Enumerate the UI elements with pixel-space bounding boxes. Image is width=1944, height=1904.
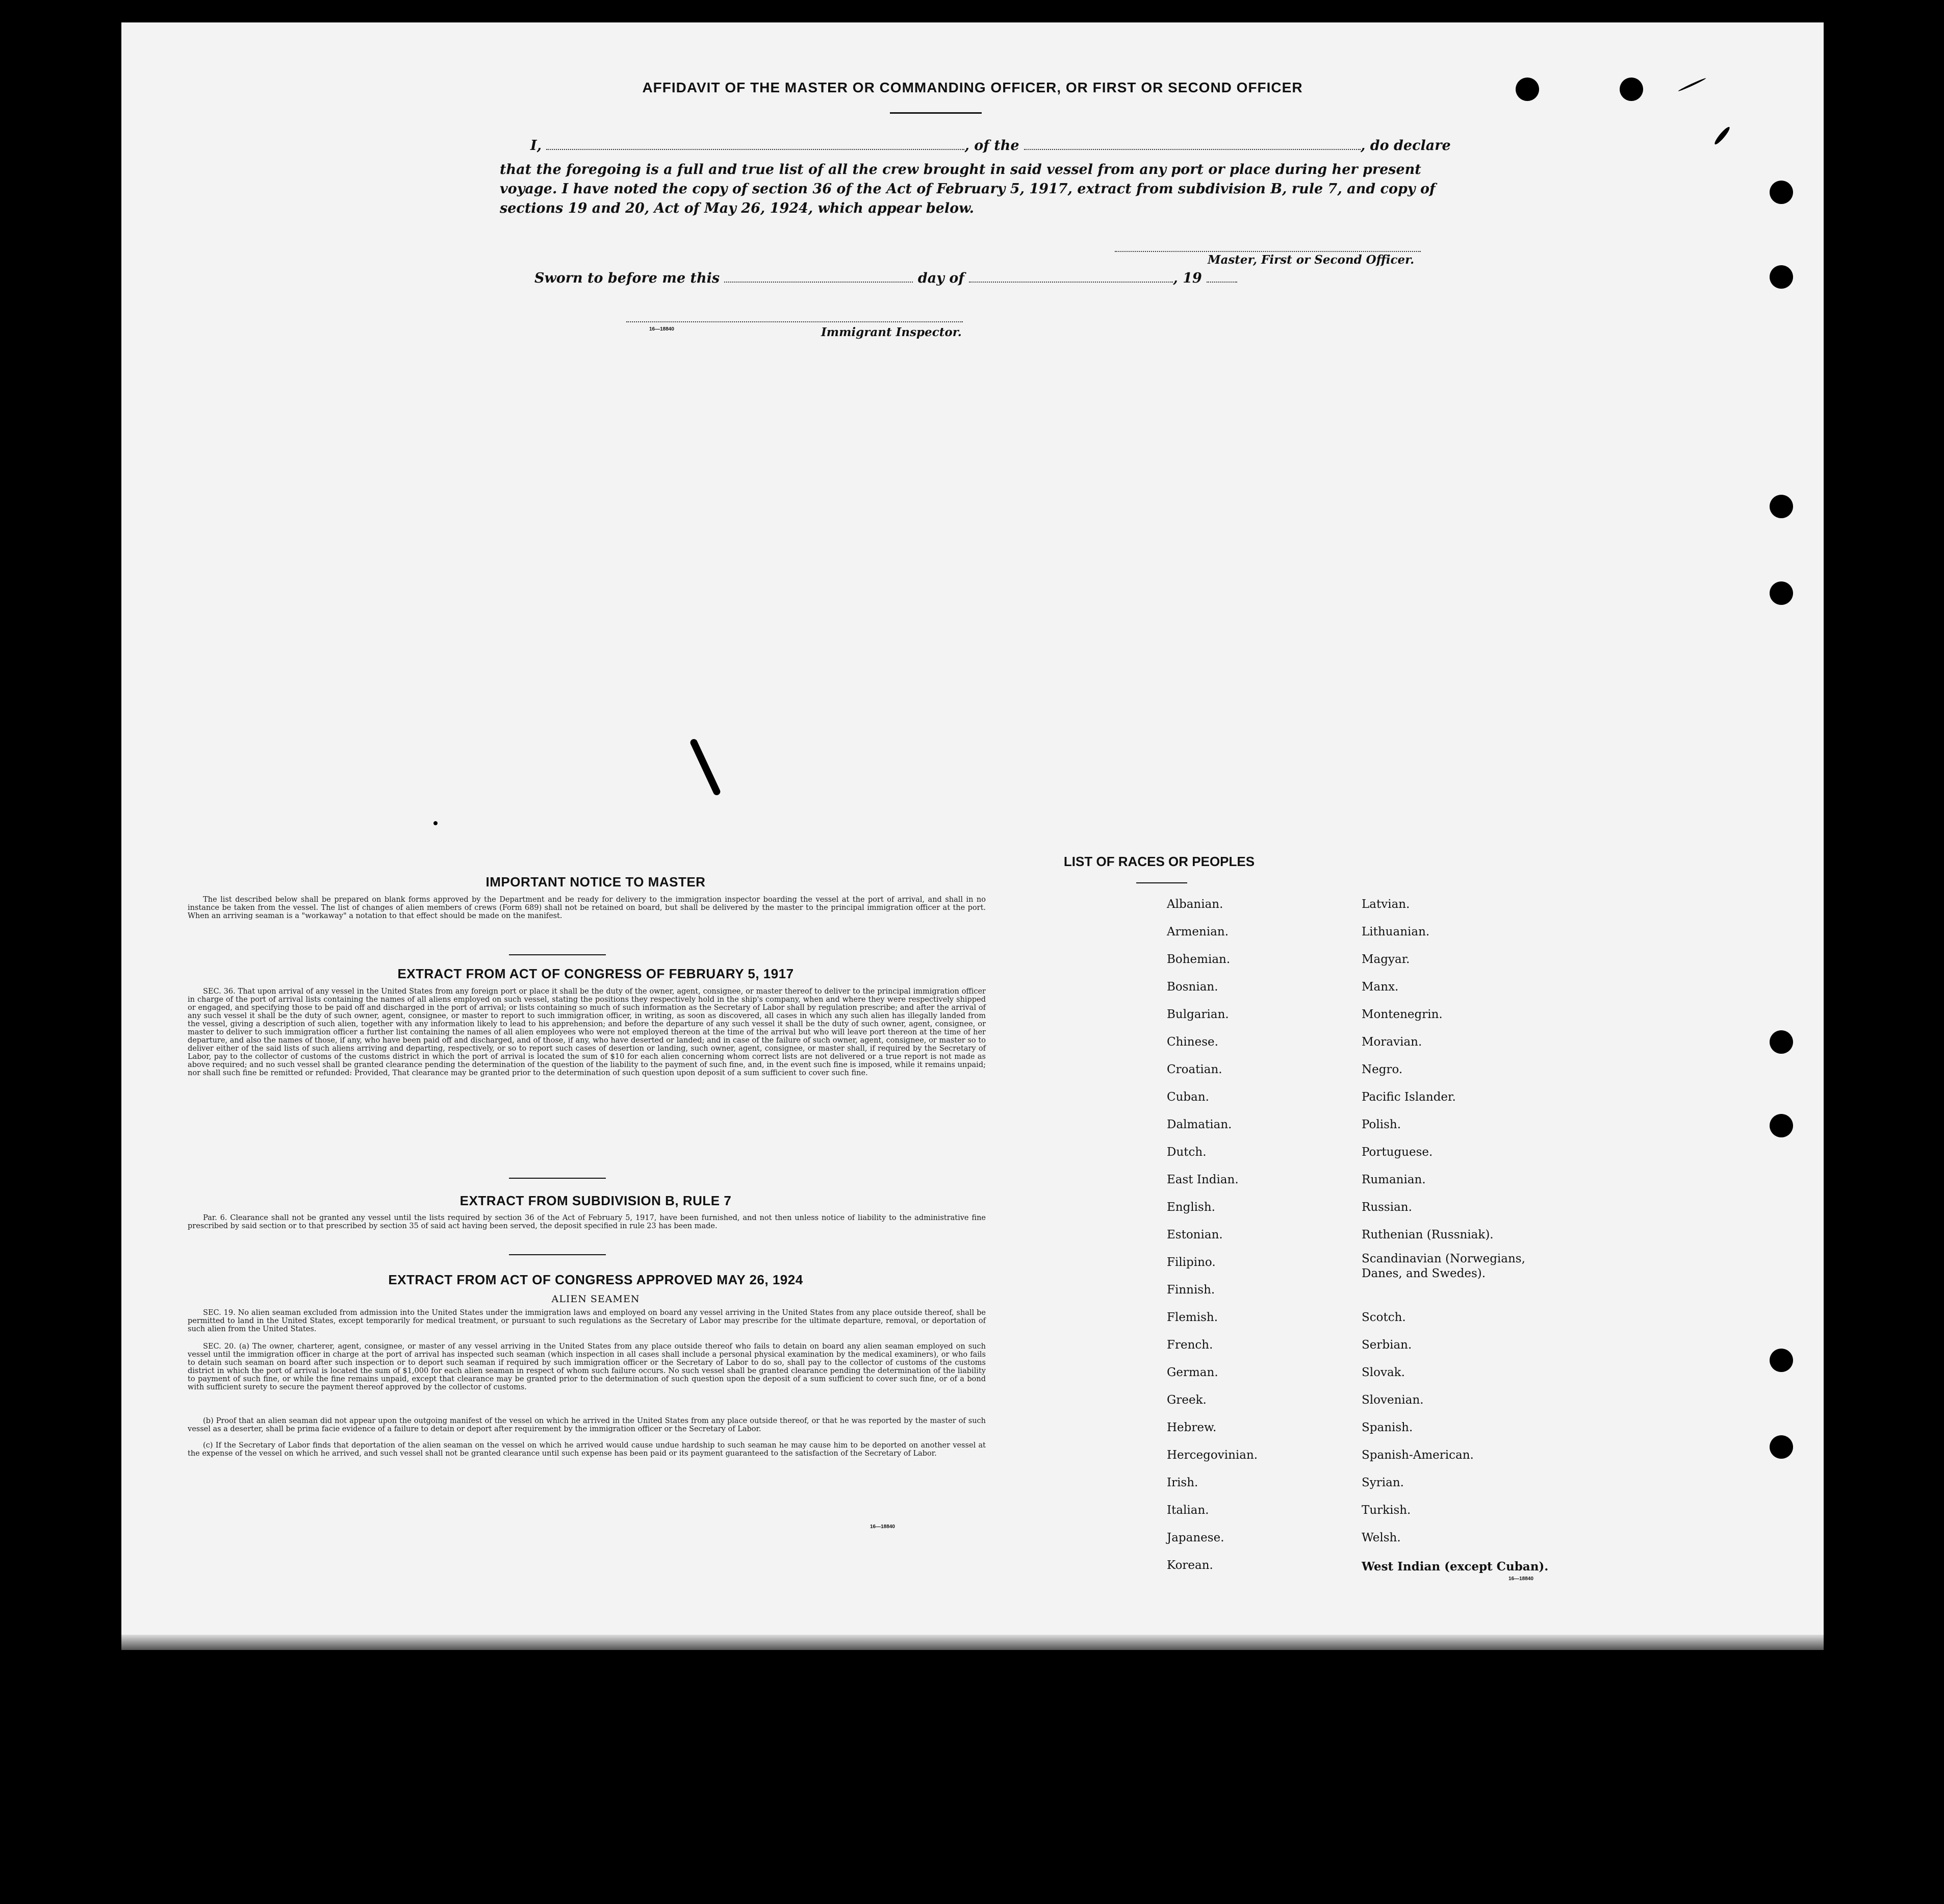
race-item: Montenegrin. [1362, 1008, 1443, 1021]
race-item: Armenian. [1167, 925, 1229, 938]
affidavit-title: AFFIDAVIT OF THE MASTER OR COMMANDING OFFICER, OR FIRST OR SECOND OFFICER [642, 80, 1303, 95]
race-item: Syrian. [1362, 1476, 1404, 1489]
extract-rule7-text: Par. 6. Clearance shall not be granted any vessel until the lists required by section 36 of the Act of February 5, 1917, have been furnished, and not then unless notice of liability to the administrative fine prescribed by said section or to that prescribed by section 35 of said act having been served, the deposit specified in rule 23 has been made. [188, 1214, 986, 1230]
race-item: Hercegovinian. [1167, 1449, 1258, 1462]
form-code-right: 16—18840 [1508, 1576, 1533, 1582]
punch-hole [1770, 1114, 1793, 1137]
race-item: Rumanian. [1362, 1173, 1426, 1186]
signature-caption: Master, First or Second Officer. [1208, 253, 1415, 267]
form-code-top: 16—18840 [649, 326, 674, 332]
race-item: Slovenian. [1362, 1393, 1424, 1407]
sec-19-text: SEC. 19. No alien seaman excluded from admission into the United States under the immigration laws and employed on board any vessel arriving in the United States from any place outside thereof, shall be permitted to land in the United States, except temporarily for medical treatment, or pursuant to such regulations as the Secretary of Labor may prescribe for the ultimate departure, removal, or deportation of such alien from the United States. [188, 1309, 986, 1333]
day-of-label: day of [917, 270, 964, 286]
sworn-year-field[interactable] [1207, 282, 1237, 283]
race-item: Finnish. [1167, 1283, 1215, 1297]
affidavit-body: that the foregoing is a full and true list of all the crew brought in said vessel from any port or place during her present voyage. I have noted the copy of section 36 of the Act of February 5, 1917, extract from subdivision B, rule 7, and copy of sections 19 and 20, Act of May 26, 1924, which appear below. [500, 162, 1436, 216]
sec-20b-text: (b) Proof that an alien seaman did not appear upon the outgoing manifest of the vessel on which he arrived in the United States from any place outside thereof, or that he was reported by the master of such vessel as a deserter, shall be prima facie evidence of a failure to detain or deport after requirement by the immigration officer or the Secretary of Labor. [188, 1417, 986, 1433]
race-item: Spanish-American. [1362, 1449, 1474, 1462]
race-item: Manx. [1362, 980, 1399, 994]
race-item: Hebrew. [1167, 1421, 1217, 1434]
punch-hole [1770, 1435, 1793, 1459]
race-item: Welsh. [1362, 1531, 1401, 1544]
race-item: Dutch. [1167, 1146, 1207, 1159]
race-item: Greek. [1167, 1393, 1207, 1407]
race-item: Turkish. [1362, 1504, 1411, 1517]
punch-hole [1770, 181, 1793, 204]
race-item: Spanish. [1362, 1421, 1413, 1434]
race-item: English. [1167, 1201, 1215, 1214]
ink-speck [433, 821, 438, 825]
sec-20a-text: SEC. 20. (a) The owner, charterer, agent, consignee, or master of any vessel arriving in the United States from any place outside thereof who fails to detain on board any alien seaman employed on such vessel until the immigration officer in charge at the port of arrival has inspected such seaman (which inspection in all cases shall include a personal physical examination by the medical examiners), or who fails to detain such seaman on board after such inspection or to deport such seaman if required by such immigration officer or the Secretary of Labor to do so, shall pay to the collector of customs of the customs district in which the port of arrival is located the sum of $1,000 for each alien seaman in respect of whom such failure occurs. No such vessel shall be granted clearance pending the determination of the liability to payment of such fine, or while the fine remains unpaid, except that clearance may be granted prior to the determination of such question upon the deposit of a sum sufficient to cover such fine, or of a bond with sufficient surety to secure the payment thereof approved by the collector of customs. [188, 1342, 986, 1391]
ink-speck [689, 738, 721, 797]
sworn-line [534, 270, 1237, 286]
extract-rule7-title: EXTRACT FROM SUBDIVISION B, RULE 7 [459, 1193, 732, 1208]
race-item: Irish. [1167, 1476, 1198, 1489]
race-item: Italian. [1167, 1504, 1209, 1517]
race-item: Chinese. [1167, 1035, 1218, 1049]
paper-bottom-edge [121, 1635, 1824, 1650]
race-item: Polish. [1362, 1118, 1401, 1131]
sworn-label: Sworn to before me this [534, 270, 720, 286]
race-item: Bohemian. [1167, 953, 1231, 966]
race-item: Estonian. [1167, 1228, 1223, 1241]
race-item: Filipino. [1167, 1256, 1216, 1269]
race-item: Bulgarian. [1167, 1008, 1229, 1021]
sworn-day-field[interactable] [724, 282, 913, 283]
race-item: Lithuanian. [1362, 925, 1430, 938]
race-item: Scotch. [1362, 1311, 1406, 1324]
race-item: Japanese. [1167, 1531, 1224, 1544]
vessel-field[interactable] [1024, 149, 1361, 150]
name-field[interactable] [546, 149, 964, 150]
inspector-signature-line[interactable] [626, 321, 963, 322]
race-item: Latvian. [1362, 898, 1410, 911]
race-item: Cuban. [1167, 1090, 1209, 1104]
punch-hole [1770, 1349, 1793, 1372]
of-the-label: , of the [964, 138, 1019, 154]
year-prefix: , 19 [1173, 270, 1202, 286]
race-item: Russian. [1362, 1201, 1412, 1214]
extract-1924-subtitle: ALIEN SEAMEN [551, 1293, 640, 1305]
race-item: Portuguese. [1362, 1146, 1433, 1159]
punch-hole [1770, 265, 1793, 289]
divider [509, 1178, 606, 1179]
race-item: Pacific Islander. [1362, 1090, 1456, 1104]
extract-1924-title: EXTRACT FROM ACT OF CONGRESS APPROVED MAY 26, 1924 [388, 1272, 803, 1287]
sworn-month-field[interactable] [969, 282, 1173, 283]
races-underline [1136, 882, 1187, 883]
sec-20c-text: (c) If the Secretary of Labor finds that deportation of the alien seaman on the vessel on which he arrived would cause undue hardship to such seaman he may cause him to be deported on another vessel at the expense of the vessel on which he arrived, and such vessel shall not be granted clearance until such expense has been paid or its payment guaranteed to the satisfaction of the Secretary of Labor. [188, 1441, 986, 1458]
race-item: Negro. [1362, 1063, 1403, 1076]
inspector-caption: Immigrant Inspector. [821, 325, 962, 339]
extract-1917-title: EXTRACT FROM ACT OF CONGRESS OF FEBRUARY 5, 1917 [397, 966, 794, 981]
race-item: Ruthenian (Russniak). [1362, 1228, 1494, 1241]
ink-speck [1713, 125, 1731, 146]
race-item: Dalmatian. [1167, 1118, 1232, 1131]
race-item: Korean. [1167, 1559, 1213, 1572]
races-title: LIST OF RACES OR PEOPLES [1063, 854, 1255, 869]
race-item: German. [1167, 1366, 1218, 1379]
race-item: Flemish. [1167, 1311, 1218, 1324]
form-code-left: 16—18840 [870, 1524, 895, 1530]
divider [509, 1254, 606, 1255]
notice-title: IMPORTANT NOTICE TO MASTER [485, 874, 706, 890]
form-page [121, 22, 1824, 1644]
punch-hole [1770, 1030, 1793, 1054]
punch-hole [1770, 581, 1793, 605]
race-item: Albanian. [1167, 898, 1223, 911]
race-item: Croatian. [1167, 1063, 1222, 1076]
race-item: Bosnian. [1167, 980, 1218, 994]
title-underline [890, 112, 982, 114]
race-item: East Indian. [1167, 1173, 1239, 1186]
race-item: French. [1167, 1338, 1213, 1352]
race-item: Moravian. [1362, 1035, 1422, 1049]
race-item: Magyar. [1362, 953, 1410, 966]
divider [509, 954, 606, 955]
i-label: I, [530, 138, 542, 154]
race-item: Slovak. [1362, 1366, 1405, 1379]
race-item: Scandinavian (Norwegians, Danes, and Swedes). [1362, 1252, 1525, 1280]
do-declare-label: , do declare [1360, 138, 1451, 154]
affidavit-declaration-line [530, 138, 1451, 154]
notice-text: The list described below shall be prepared on blank forms approved by the Department and be ready for delivery to the immigration inspector boarding the vessel at the port of arrival, and shall in no instance be taken from the vessel. The list of changes of alien members of crews (Form 689) shall not be retained on board, but shall be delivered by the master to the principal immigration officer at the port. When an arriving seaman is a "workaway" a notation to that effect should be made on the manifest. [188, 896, 986, 920]
extract-1917-text: SEC. 36. That upon arrival of any vessel in the United States from any foreign port or place it shall be the duty of the owner, agent, consignee, or master thereof to deliver to the principal immigration officer in charge of the port of arrival lists containing the names of all aliens employed on such vessel, stating the positions they respectively hold in the ship's company, when and where they were respectively shipped or engaged, and specifying those to be paid off and discharged in the port of arrival; or lists containing so much of such information as the Secretary of Labor shall by regulation prescribe; and after the arrival of any such vessel it shall be the duty of such owner, agent, consignee, or master to report to such immigration officer, in writing, as soon as discovered, all cases in which any such alien has illegally landed from the vessel, giving a description of such alien, together with any information likely to lead to his apprehension; and before the departure of any such vessel it shall be the duty of such owner, agent, consignee, or master to deliver to such immigration officer a further list containing the names of all alien employees who were not employed thereon at the time of the arrival but who will leave port thereon at the time of her departure, and also the names of those, if any, who have been paid off and discharged, and of those, if any, who have deserted or landed; and in case of the failure of such owner, agent, consignee, or master so to deliver either of the said lists of such aliens arriving and departing, respectively, or so to report such cases of desertion or landing, such owner, agent, consignee, or master shall, if required by the Secretary of Labor, pay to the collector of customs of the customs district in which the port of arrival is located the sum of $10 for each alien concerning whom correct lists are not delivered or a true report is not made as above required; and no such vessel shall be granted clearance pending the determination of the question of the liability to the payment of such fine, and, in the event such fine is imposed, while it remains unpaid; nor shall such fine be remitted or refunded: Provided, That clearance may be granted prior to the determination of such question upon deposit of a sum sufficient to cover such fine. [188, 987, 986, 1077]
punch-hole [1770, 495, 1793, 518]
race-item: Serbian. [1362, 1338, 1412, 1352]
race-item: West Indian (except Cuban). [1362, 1560, 1549, 1573]
signature-line[interactable] [1115, 251, 1421, 252]
